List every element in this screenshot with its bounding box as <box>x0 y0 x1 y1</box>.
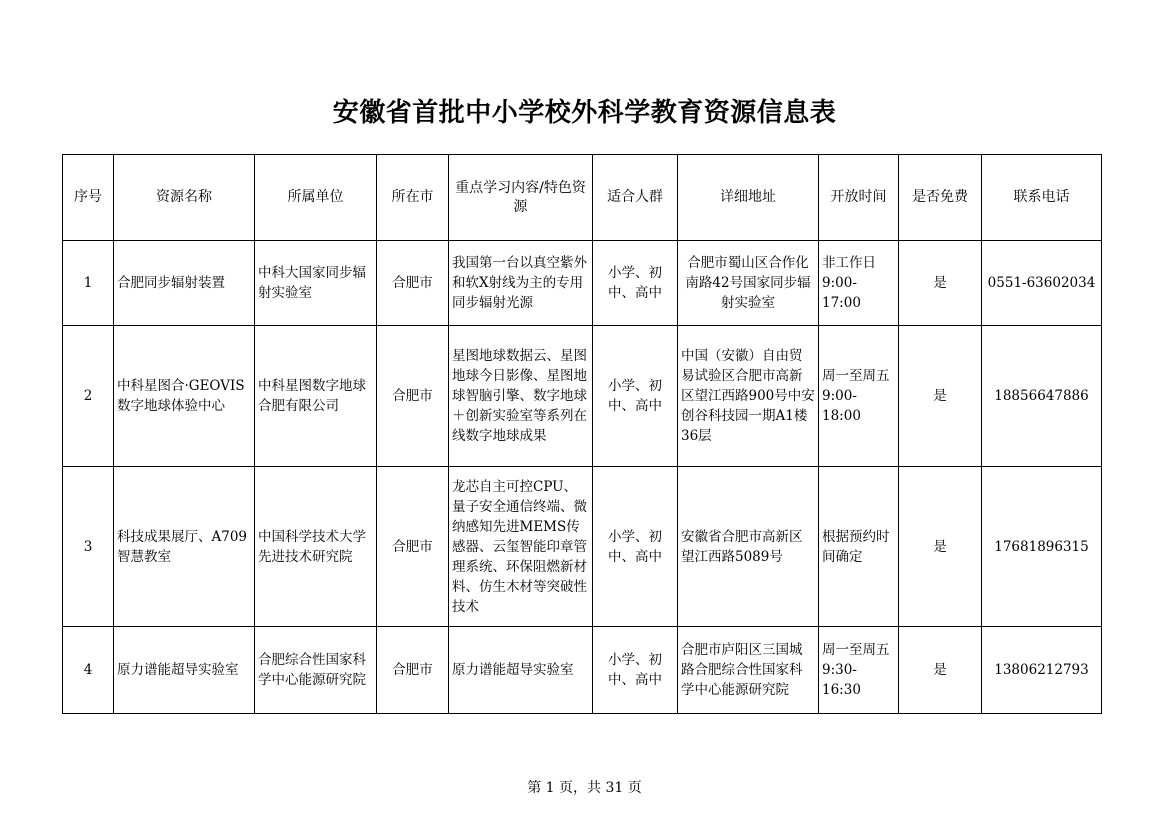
header-city: 所在市 <box>377 155 449 241</box>
cell-phone: 13806212793 <box>982 627 1102 714</box>
cell-open-time: 非工作日9:00-17:00 <box>819 241 899 326</box>
header-unit: 所属单位 <box>255 155 377 241</box>
cell-open-time: 周一至周五9:00-18:00 <box>819 326 899 467</box>
cell-resource-name: 中科星图合·GEOVIS数字地球体验中心 <box>114 326 255 467</box>
cell-index: 2 <box>63 326 114 467</box>
cell-unit: 中科大国家同步辐射实验室 <box>255 241 377 326</box>
cell-address: 合肥市蜀山区合作化南路42号国家同步辐射实验室 <box>678 241 819 326</box>
cell-address: 合肥市庐阳区三国城路合肥综合性国家科学中心能源研究院 <box>678 627 819 714</box>
cell-content: 星图地球数据云、星图地球今日影像、星图地球智脑引擎、数字地球＋创新实验室等系列在线数字地球成果 <box>449 326 593 467</box>
cell-phone: 0551-63602034 <box>982 241 1102 326</box>
cell-content: 龙芯自主可控CPU、量子安全通信终端、微纳感知先进MEMS传感器、云玺智能印章管理系统、环保阻燃新材料、仿生木材等突破性技术 <box>449 467 593 627</box>
header-index: 序号 <box>63 155 114 241</box>
cell-phone: 17681896315 <box>982 467 1102 627</box>
header-content: 重点学习内容/特色资源 <box>449 155 593 241</box>
cell-city: 合肥市 <box>377 627 449 714</box>
cell-unit: 中国科学技术大学先进技术研究院 <box>255 467 377 627</box>
table-row <box>63 326 1102 467</box>
cell-free: 是 <box>899 326 982 467</box>
cell-free: 是 <box>899 467 982 627</box>
cell-open-time: 根据预约时间确定 <box>819 467 899 627</box>
cell-audience: 小学、初中、高中 <box>593 627 678 714</box>
header-open-time: 开放时间 <box>819 155 899 241</box>
cell-address: 中国（安徽）自由贸易试验区合肥市高新区望江西路900号中安创谷科技园一期A1楼36层 <box>678 326 819 467</box>
header-resource-name: 资源名称 <box>114 155 255 241</box>
table-header-row <box>63 155 1102 241</box>
cell-content: 我国第一台以真空紫外和软X射线为主的专用同步辐射光源 <box>449 241 593 326</box>
table-row <box>63 627 1102 714</box>
table-row <box>63 241 1102 326</box>
cell-resource-name: 原力谱能超导实验室 <box>114 627 255 714</box>
cell-audience: 小学、初中、高中 <box>593 326 678 467</box>
page-footer: 第 1 页，共 31 页 <box>527 780 642 796</box>
cell-resource-name: 科技成果展厅、A709智慧教室 <box>114 467 255 627</box>
cell-city: 合肥市 <box>377 326 449 467</box>
cell-city: 合肥市 <box>377 467 449 627</box>
cell-unit: 中科星图数字地球合肥有限公司 <box>255 326 377 467</box>
cell-index: 4 <box>63 627 114 714</box>
header-audience: 适合人群 <box>593 155 678 241</box>
cell-address: 安徽省合肥市高新区望江西路5089号 <box>678 467 819 627</box>
cell-audience: 小学、初中、高中 <box>593 241 678 326</box>
cell-index: 3 <box>63 467 114 627</box>
cell-free: 是 <box>899 627 982 714</box>
cell-phone: 18856647886 <box>982 326 1102 467</box>
header-free: 是否免费 <box>899 155 982 241</box>
header-phone: 联系电话 <box>982 155 1102 241</box>
cell-free: 是 <box>899 241 982 326</box>
resource-table <box>62 154 1102 714</box>
header-address: 详细地址 <box>678 155 819 241</box>
cell-city: 合肥市 <box>377 241 449 326</box>
cell-audience: 小学、初中、高中 <box>593 467 678 627</box>
cell-open-time: 周一至周五 9:30-16:30 <box>819 627 899 714</box>
cell-unit: 合肥综合性国家科学中心能源研究院 <box>255 627 377 714</box>
cell-content: 原力谱能超导实验室 <box>449 627 593 714</box>
cell-index: 1 <box>63 241 114 326</box>
table-row <box>63 467 1102 627</box>
page-title: 安徽省首批中小学校外科学教育资源信息表 <box>332 98 837 128</box>
cell-resource-name: 合肥同步辐射装置 <box>114 241 255 326</box>
